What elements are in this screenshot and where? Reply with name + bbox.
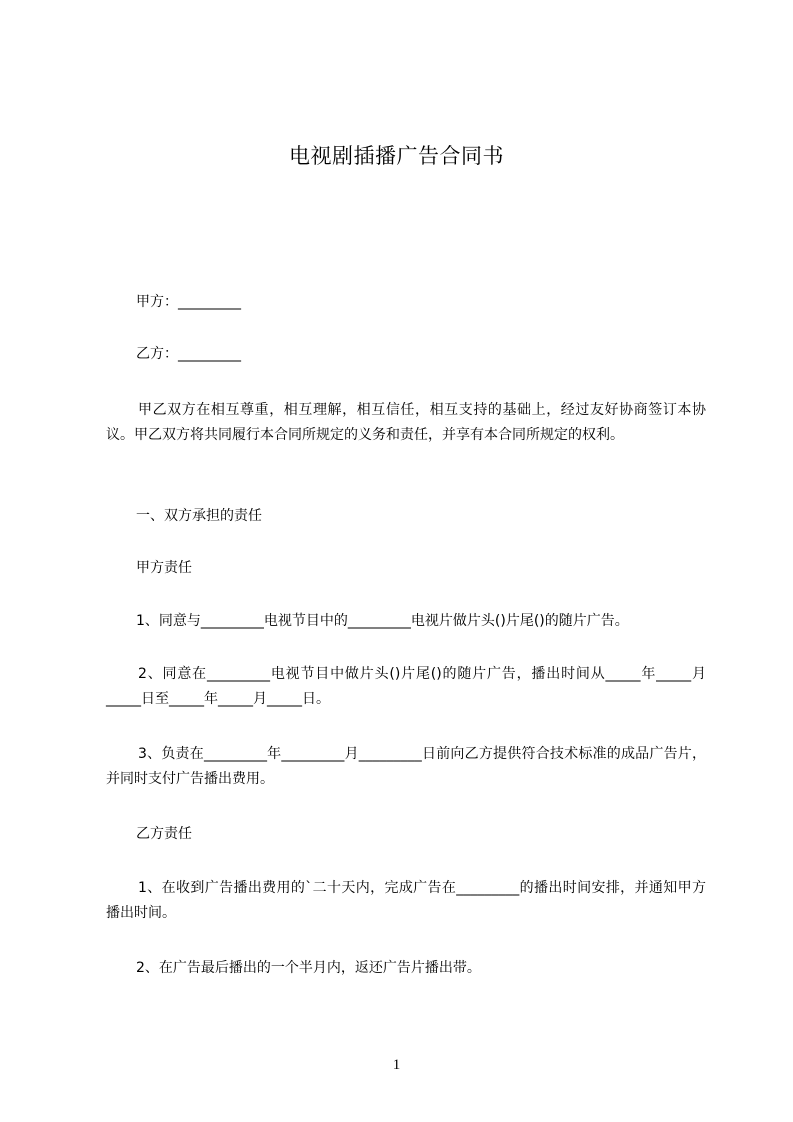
party-b-duty-item: 2、在广告最后播出的一个半月内，返还广告片播出带。 [136,960,481,976]
document-title: 电视剧插播广告合同书 [289,144,504,168]
party-a-duty-item: 1、同意与_________电视节目中的_________电视片做片头()片尾()的随片广告。 [136,613,629,629]
party-a-duty-item-paragraph [106,662,706,712]
preamble-paragraph [106,398,706,448]
party-b-duty-item-paragraph [106,876,706,926]
page-number: 1 [392,1057,401,1073]
party-b-duties-heading: 乙方责任 [136,826,192,842]
party-a-duty-item: 3、负责在_________年_________月_________日前向乙方提供符合技术标准的成品广告片，并同时支付广告播出费用。 [106,746,706,787]
party-a-duty-item: 2、同意在_________电视节目中做片头()片尾()的随片广告，播出时间从_____年_____月_____日至_____年_____月_____日。 [106,666,706,707]
party-a-line: 甲方：_________ [136,294,241,310]
party-b-line: 乙方：_________ [136,346,241,362]
preamble-text: 甲乙双方在相互尊重，相互理解，相互信任，相互支持的基础上，经过友好协商签订本协议。甲乙双方将共同履行本合同所规定的义务和责任，并享有本合同所规定的权利。 [106,402,706,443]
section-heading: 一、双方承担的责任 [136,508,262,524]
party-a-duties-heading: 甲方责任 [136,560,192,576]
party-b-duty-item: 1、在收到广告播出费用的`二十天内，完成广告在_________的播出时间安排，并通知甲方播出时间。 [106,880,706,921]
party-a-duty-item-paragraph [106,742,706,792]
